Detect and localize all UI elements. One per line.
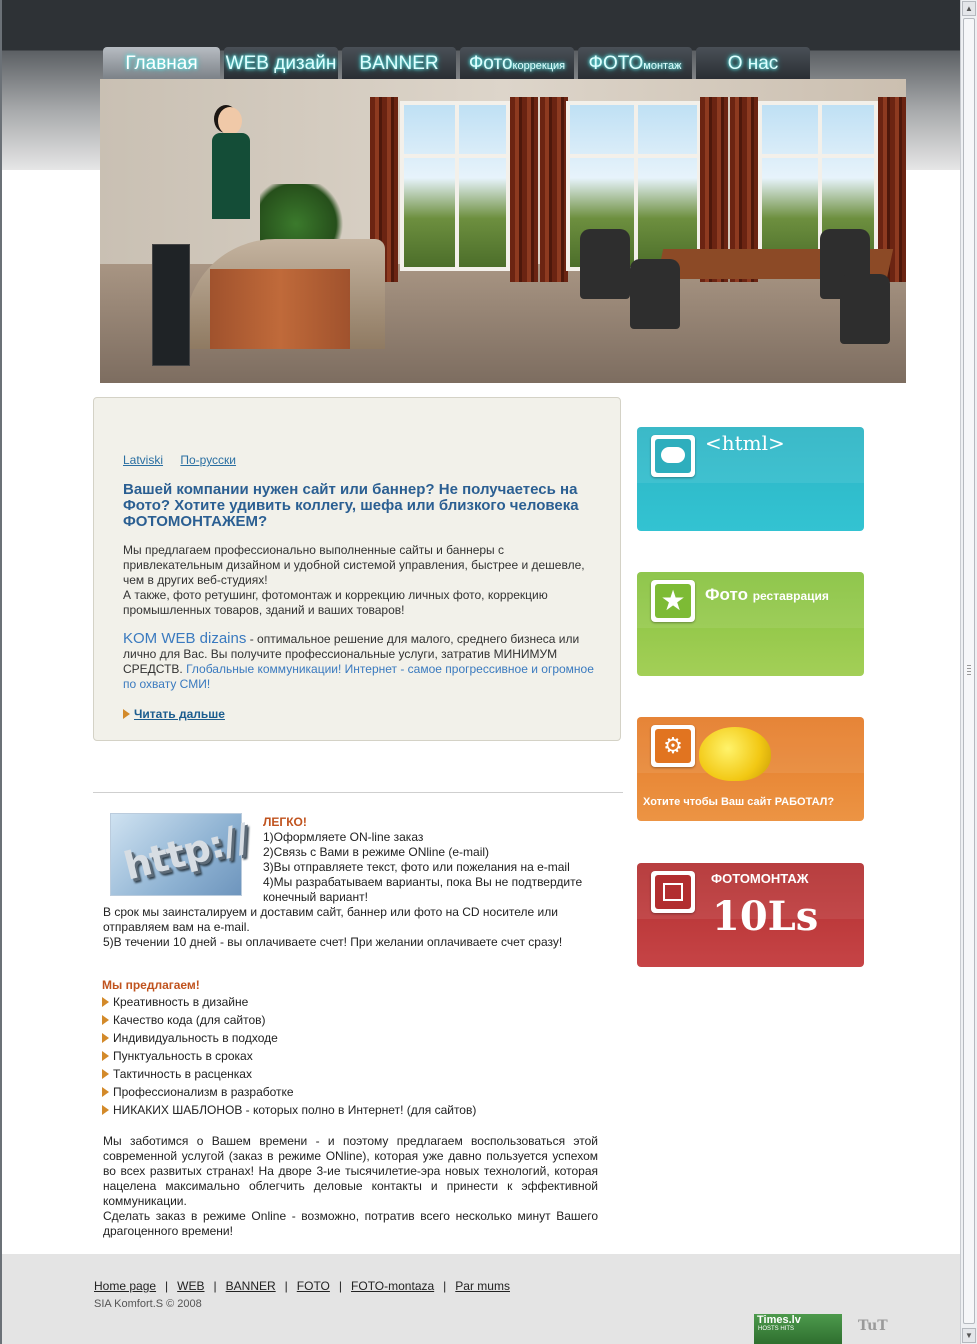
footer-link-banner[interactable]: BANNER	[225, 1279, 276, 1293]
arrow-icon	[102, 1033, 109, 1043]
section-divider	[93, 792, 623, 793]
website-works-card[interactable]: ⚙ Хотите чтобы Ваш сайт РАБОТАЛ?	[637, 717, 864, 821]
list-item: Креативность в дизайне	[102, 995, 476, 1013]
copyright: SIA Komfort.S © 2008	[94, 1298, 202, 1310]
photo-montage-card[interactable]: ФОТОМОНТАЖ 10Ls	[637, 863, 864, 967]
offer-list	[102, 995, 476, 1121]
footer-link-par-mums[interactable]: Par mums	[455, 1279, 510, 1293]
computer-tower	[152, 244, 190, 366]
arrow-icon	[102, 1087, 109, 1097]
tab-about[interactable]: О нас	[696, 47, 810, 79]
photo-restoration-card[interactable]: ★ Фото реставрация	[637, 572, 864, 676]
step-line: 3)Вы отправляете текст, фото или пожелания на e-mail	[263, 860, 570, 874]
list-item: НИКАКИХ ШАБЛОНОВ - которых полно в Интернет! (для сайтов)	[102, 1103, 476, 1121]
lang-latvian-link[interactable]: Latviski	[123, 453, 164, 467]
list-item: Профессионализм в разработке	[102, 1085, 476, 1103]
montage-price: 10Ls	[712, 893, 819, 940]
closing-text: Мы заботимся о Вашем времени - и поэтому предлагаем воспользоваться этой современной услугой (заказ в режиме ONline), которая уже давно пользуется успехом во всех развитых странах! На дворе 3-ие тысячилетие-эра новых технологий, которая нацелена максимально облегчить деловые контакты и принести к эффективной коммуникации. Сделать заказ в режиме Online - возможно, потратив всего несколько минут Вашего драгоценного времени!	[103, 1134, 598, 1238]
list-item: Пунктуальность в сроках	[102, 1049, 476, 1067]
arrow-icon	[102, 997, 109, 1007]
intro-paragraph: Мы предлагаем профессионально выполненные сайты и баннеры с привлекательным дизайном и удобной системой управления, быстрее и дешевле, чем в других веб-студиях! А также, фото ретушинг, фотомонтаж и коррекцию личных фото, коррекцию промышленных товаров, зданий и ваших товаров!	[123, 543, 585, 617]
scroll-up-arrow-icon[interactable]: ▲	[962, 1, 976, 16]
footer-link-foto[interactable]: FOTO	[296, 1279, 330, 1293]
brand-name: KOM WEB dizains	[123, 630, 247, 647]
footer	[2, 1254, 960, 1344]
tab-banner[interactable]: BANNER	[342, 47, 456, 79]
step-line: 4)Мы разрабатываем варианты, пока Вы не подтвердите конечный вариант!	[263, 875, 583, 904]
vertical-scrollbar[interactable]	[960, 0, 977, 1344]
list-item: Тактичность в расценках	[102, 1067, 476, 1085]
frame-icon	[651, 871, 695, 913]
chat-bubble-icon	[651, 435, 695, 477]
intro-panel	[93, 397, 621, 741]
steps-continued: В срок мы заинсталируем и доставим сайт, баннер или фото на CD носителе или отправляем вам на e-mail. 5)В течении 10 дней - вы оплачиваете счет! При желании оплачиваете счет сразу!	[103, 905, 563, 949]
tab-photo-correction[interactable]: Фотокоррекция	[460, 47, 574, 79]
piggy-bank-icon	[699, 727, 771, 781]
language-switch	[123, 453, 250, 467]
scroll-down-arrow-icon[interactable]: ▼	[962, 1328, 976, 1343]
http-image: http://	[110, 813, 242, 896]
steps-title: ЛЕГКО!	[263, 815, 307, 829]
tab-web-design[interactable]: WEB дизайн	[224, 47, 338, 79]
scroll-thumb[interactable]	[963, 18, 975, 1324]
tab-photo-montage[interactable]: ФОТОмонтаж	[578, 47, 692, 79]
arrow-icon	[102, 1069, 109, 1079]
arrow-icon	[102, 1015, 109, 1025]
arrow-icon	[102, 1051, 109, 1061]
list-item: Индивидуальность в подходе	[102, 1031, 476, 1049]
arrow-icon	[123, 709, 130, 719]
footer-link-foto-montaza[interactable]: FOTO-montaza	[351, 1279, 435, 1293]
list-item: Качество кода (для сайтов)	[102, 1013, 476, 1031]
times-lv-counter-badge[interactable]: Times.lv HOSTS HITS	[754, 1314, 842, 1344]
footer-link-web[interactable]: WEB	[177, 1279, 205, 1293]
read-more-link[interactable]: Читать дальше	[123, 707, 225, 721]
step-line: 2)Связь с Вами в режиме ONline (e-mail)	[263, 845, 490, 859]
footer-nav: Home page | WEB | BANNER | FOTO | FOTO-montaza | Par mums	[94, 1279, 510, 1293]
intro-headline: Вашей компании нужен сайт или баннер? Не получаетесь на Фото? Хотите удивить коллегу, шефа или близкого человека ФОТОМОНТАЖЕМ?	[123, 481, 579, 530]
star-icon: ★	[651, 580, 695, 622]
step-line: 1)Оформляете ON-line заказ	[263, 830, 424, 844]
hero-office-image	[100, 79, 906, 383]
tab-home[interactable]: Главная	[103, 47, 220, 79]
lang-russian-link[interactable]: По-русски	[180, 453, 237, 467]
receptionist-figure	[212, 107, 252, 247]
intro-paragraph-brand: KOM WEB dizains - оптимальное решение для малого, среднего бизнеса или лично для Вас. Вы получите профессиональные услуги, затратив МИНИМУМ СРЕДСТВ. Глобальные коммуникации! Интернет - самое прогрессивное и огромное по охвату СМИ!	[123, 630, 594, 691]
html-service-card[interactable]: <html>	[637, 427, 864, 531]
offer-title: Мы предлагаем!	[102, 978, 200, 992]
footer-link-home[interactable]: Home page	[94, 1279, 157, 1293]
window-frame	[0, 0, 2, 1344]
arrow-icon	[102, 1105, 109, 1115]
steps-block	[263, 815, 603, 905]
gear-icon: ⚙	[651, 725, 695, 767]
tut-counter-badge[interactable]: TuT	[858, 1318, 888, 1334]
